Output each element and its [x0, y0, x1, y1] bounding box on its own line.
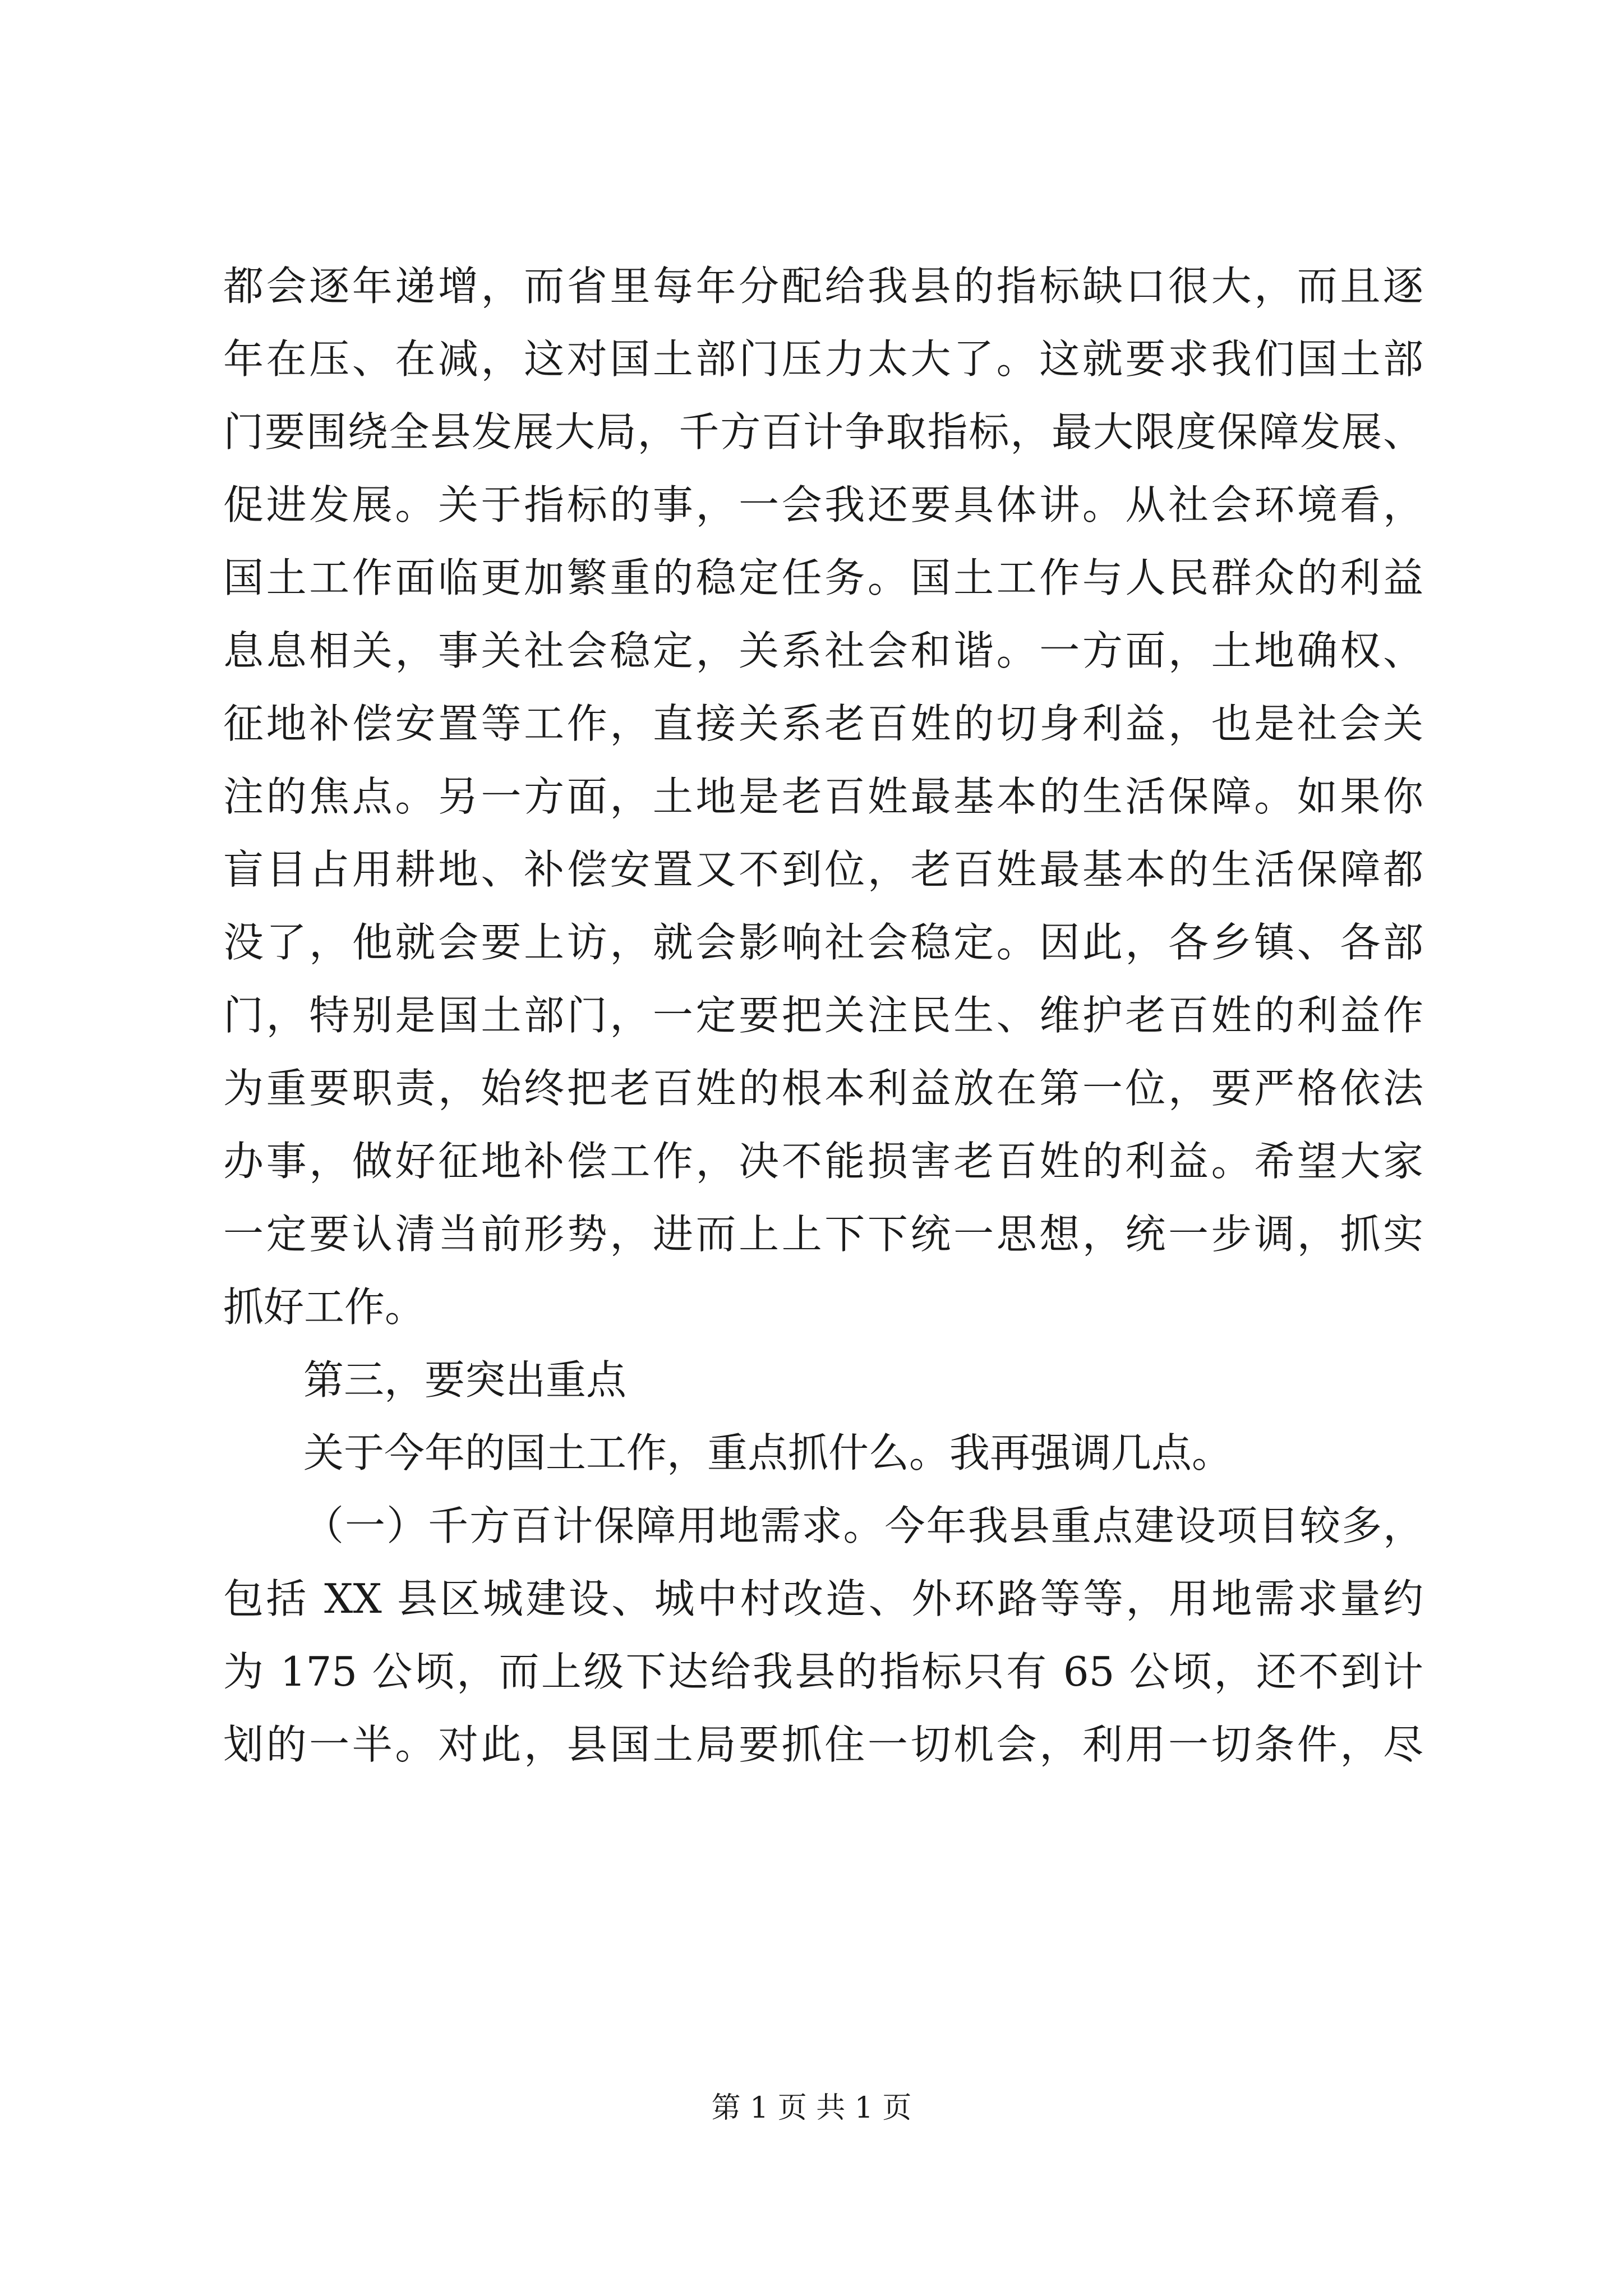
- text-line: 为重要职责，始终把老百姓的根本利益放在第一位，要严格依法: [223, 1065, 1423, 1112]
- section-heading: 第三，要突出重点: [303, 1356, 627, 1404]
- text-line: 一定要认清当前形势，进而上上下下统一思想，统一步调，抓实: [223, 1211, 1423, 1258]
- text-line: 没了，他就会要上访，就会影响社会稳定。因此，各乡镇、各部: [223, 919, 1423, 966]
- text-line: 息息相关，事关社会稳定，关系社会和谐。一方面，土地确权、: [223, 627, 1423, 674]
- intro-sentence: 关于今年的国土工作，重点抓什么。我再强调几点。: [303, 1429, 1233, 1476]
- text-line: 抓好工作。: [223, 1283, 426, 1331]
- text-line: 为 175 公顷，而上级下达给我县的指标只有 65 公顷，还不到计: [223, 1648, 1423, 1695]
- text-line: 征地补偿安置等工作，直接关系老百姓的切身利益，也是社会关: [223, 700, 1423, 747]
- text-line: 国土工作面临更加繁重的稳定任务。国土工作与人民群众的利益: [223, 554, 1423, 601]
- text-line: 盲目占用耕地、补偿安置又不到位，老百姓最基本的生活保障都: [223, 846, 1423, 893]
- page-footer: 第 1 页 共 1 页: [711, 2091, 912, 2125]
- text-line: （一）千方百计保障用地需求。今年我县重点建设项目较多，: [303, 1502, 1423, 1549]
- text-line: 划的一半。对此，县国土局要抓住一切机会，利用一切条件，尽: [223, 1721, 1423, 1768]
- text-line: 门，特别是国土部门，一定要把关注民生、维护老百姓的利益作: [223, 992, 1423, 1039]
- text-line: 办事，做好征地补偿工作，决不能损害老百姓的利益。希望大家: [223, 1138, 1423, 1185]
- text-line: 注的焦点。另一方面，土地是老百姓最基本的生活保障。如果你: [223, 773, 1423, 820]
- text-line: 年在压、在减，这对国土部门压力太大了。这就要求我们国土部: [223, 335, 1423, 383]
- text-line: 都会逐年递增，而省里每年分配给我县的指标缺口很大，而且逐: [223, 263, 1423, 310]
- text-line: 促进发展。关于指标的事，一会我还要具体讲。从社会环境看，: [223, 481, 1423, 528]
- text-line: 门要围绕全县发展大局，千方百计争取指标，最大限度保障发展、: [223, 408, 1423, 455]
- text-line: 包括 XX 县区城建设、城中村改造、外环路等等，用地需求量约: [223, 1575, 1423, 1622]
